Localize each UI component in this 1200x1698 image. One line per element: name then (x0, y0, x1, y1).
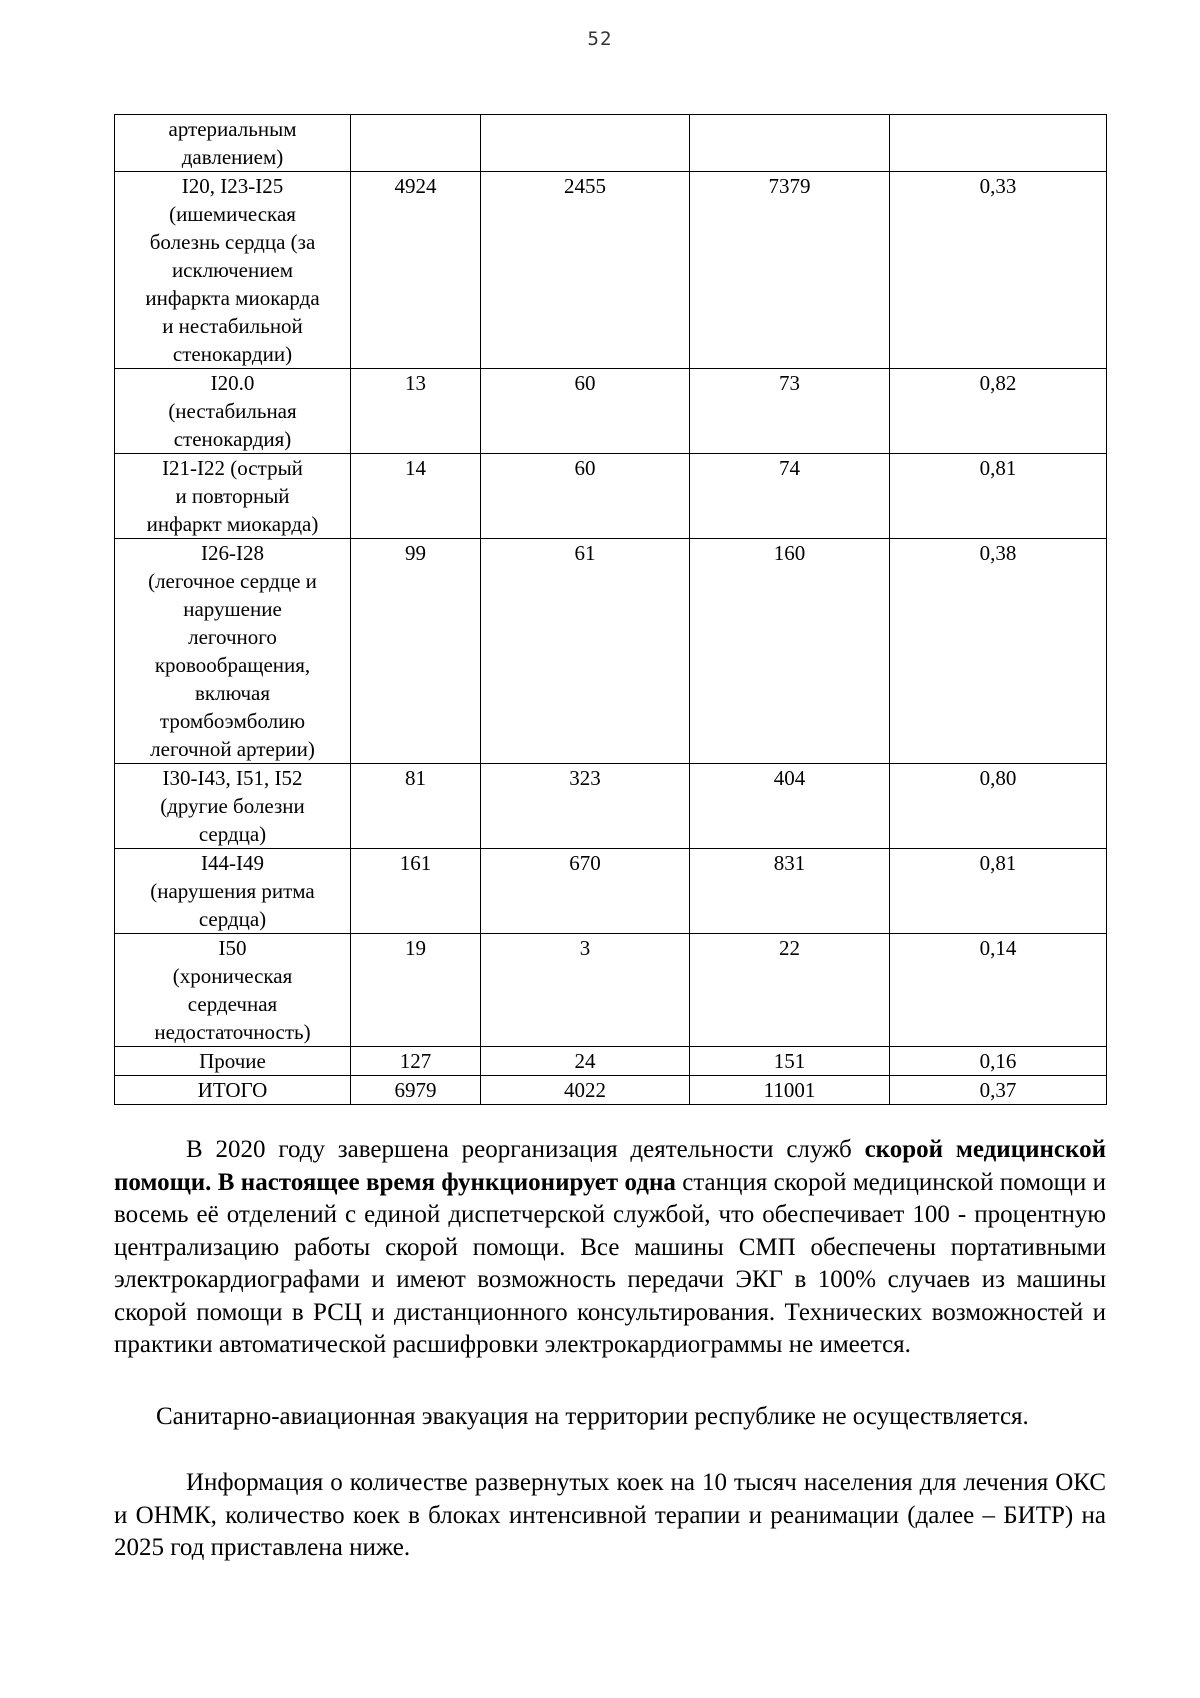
value-cell-b: 60 (481, 454, 690, 539)
value-cell-d: 0,82 (890, 369, 1107, 454)
table-row (115, 172, 1107, 369)
diagnosis-cell: I21-I22 (острый и повторный инфаркт миокарда) (115, 454, 351, 539)
value-cell-d: 0,33 (890, 172, 1107, 369)
diagnosis-cell: I30-I43, I51, I52 (другие болезни сердца) (115, 764, 351, 849)
value-cell-b: 323 (481, 764, 690, 849)
value-cell-d: 0,14 (890, 934, 1107, 1047)
value-cell-b: 3 (481, 934, 690, 1047)
value-cell-c: 151 (690, 1047, 890, 1076)
value-cell-d: 0,37 (890, 1076, 1107, 1105)
table-body (115, 115, 1107, 1105)
diagnosis-cell: I20.0 (нестабильная стенокардия) (115, 369, 351, 454)
disease-statistics-table (114, 114, 1107, 1105)
table-row (115, 115, 1107, 172)
value-cell-c: 831 (690, 849, 890, 934)
value-cell-d: 0,81 (890, 454, 1107, 539)
value-cell-d: 0,81 (890, 849, 1107, 934)
table-row (115, 934, 1107, 1047)
value-cell-a: 14 (351, 454, 481, 539)
value-cell-d: 0,16 (890, 1047, 1107, 1076)
value-cell-d: 0,38 (890, 539, 1107, 764)
diagnosis-cell: I44-I49 (нарушения ритма сердца) (115, 849, 351, 934)
table-row (115, 849, 1107, 934)
table-row (115, 1076, 1107, 1105)
paragraph-beds-info-text: Информация о количестве развернутых коек на 10 тысяч населения для лечения ОКС и ОНМК, количество коек в блоках интенсивной терапии и реанимации (далее – БИТР) на 2025 год приставлена ниже. (114, 1469, 1106, 1561)
table-row (115, 539, 1107, 764)
diagnosis-cell: артериальным давлением) (115, 115, 351, 172)
value-cell-a: 19 (351, 934, 481, 1047)
value-cell-c (690, 115, 890, 172)
value-cell-c: 160 (690, 539, 890, 764)
value-cell-b: 2455 (481, 172, 690, 369)
value-cell-b: 60 (481, 369, 690, 454)
value-cell-a: 161 (351, 849, 481, 934)
value-cell-a (351, 115, 481, 172)
paragraph-aviation-text: Санитарно-авиационная эвакуация на территории республике не осуществляется. (156, 1403, 1029, 1430)
value-cell-c: 404 (690, 764, 890, 849)
paragraph-ambulance-bold: скорой медицинской помощи. В настоящее время функционирует одна (114, 1136, 1106, 1196)
paragraph-beds-info (114, 1467, 1106, 1565)
value-cell-c: 11001 (690, 1076, 890, 1105)
paragraph-ambulance-text-1: В 2020 году завершена реорганизация деятельности служб (186, 1136, 865, 1163)
value-cell-b: 4022 (481, 1076, 690, 1105)
value-cell-b: 670 (481, 849, 690, 934)
diagnosis-cell: I26-I28 (легочное сердце и нарушение легочного кровообращения, включая тромбоэмболию легочной артерии) (115, 539, 351, 764)
page-number: 52 (587, 28, 613, 50)
diagnosis-cell: ИТОГО (115, 1076, 351, 1105)
value-cell-a: 4924 (351, 172, 481, 369)
value-cell-a: 81 (351, 764, 481, 849)
value-cell-c: 74 (690, 454, 890, 539)
table-row (115, 369, 1107, 454)
value-cell-a: 99 (351, 539, 481, 764)
value-cell-b: 24 (481, 1047, 690, 1076)
value-cell-d (890, 115, 1107, 172)
value-cell-a: 13 (351, 369, 481, 454)
table-row (115, 1047, 1107, 1076)
diagnosis-cell: I50 (хроническая сердечная недостаточность) (115, 934, 351, 1047)
value-cell-c: 22 (690, 934, 890, 1047)
table-row (115, 454, 1107, 539)
value-cell-b (481, 115, 690, 172)
value-cell-a: 6979 (351, 1076, 481, 1105)
value-cell-d: 0,80 (890, 764, 1107, 849)
value-cell-c: 73 (690, 369, 890, 454)
diagnosis-cell: Прочие (115, 1047, 351, 1076)
value-cell-c: 7379 (690, 172, 890, 369)
paragraph-ambulance-text-2: станция скорой медицинской помощи и восемь её отделений с единой диспетчерской службой, что обеспечивает 100 - процентную централизацию работы скорой помощи. Все машины СМП обеспечены портативными электрокардиографами и имеют возможность передачи ЭКГ в 100% случаев из машины скорой помощи в РСЦ и дистанционного консультирования. Технических возможностей и практики автоматической расшифровки электрокардиограммы не имеется. (114, 1168, 1106, 1358)
diagnosis-cell: I20, I23-I25 (ишемическая болезнь сердца (за исключением инфаркта миокарда и нестабильной стенокардии) (115, 172, 351, 369)
paragraph-ambulance (114, 1134, 1106, 1362)
value-cell-a: 127 (351, 1047, 481, 1076)
table-row (115, 764, 1107, 849)
value-cell-b: 61 (481, 539, 690, 764)
paragraph-aviation (114, 1401, 1106, 1434)
